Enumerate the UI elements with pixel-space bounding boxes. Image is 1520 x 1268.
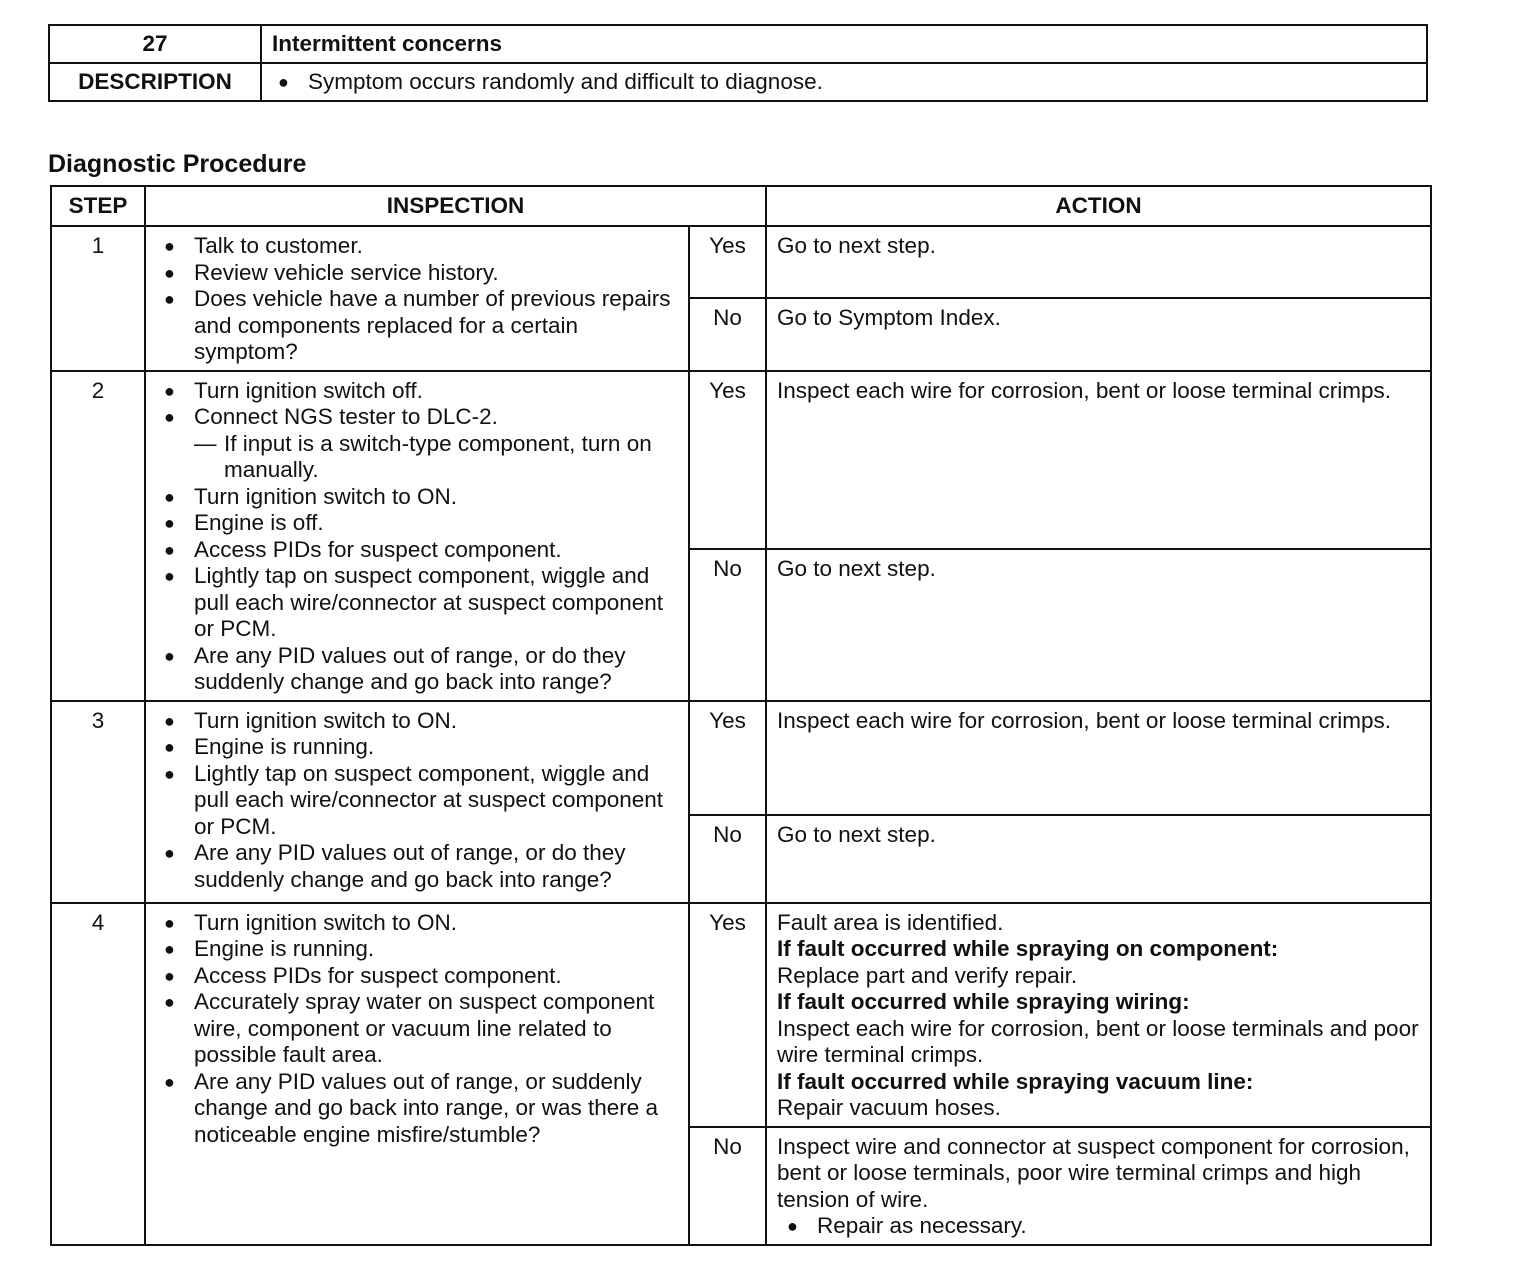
table-header-row <box>51 186 1431 226</box>
yes-label: Yes <box>689 226 766 298</box>
step-number: 3 <box>51 701 145 903</box>
list-item: ● Turn ignition switch to ON. <box>164 708 678 735</box>
step-number: 4 <box>51 903 145 1245</box>
yes-label: Yes <box>689 701 766 815</box>
list-item: ● Engine is running. <box>164 734 678 761</box>
action-text: Repair vacuum hoses. <box>777 1095 1001 1120</box>
description-cell <box>261 63 1427 101</box>
action-heading: If fault occurred while spraying on component: <box>777 936 1279 961</box>
list-item: ● Engine is running. <box>164 936 678 963</box>
list-item: ● Turn ignition switch to ON. <box>164 910 678 937</box>
list-item: ● Access PIDs for suspect component. <box>164 537 678 564</box>
action-heading: If fault occurred while spraying vacuum line: <box>777 1068 1254 1094</box>
no-label: No <box>689 549 766 701</box>
sub-item: — If input is a switch-type component, turn on manually. <box>194 430 652 482</box>
header-table <box>48 24 1428 102</box>
concern-title: Intermittent concerns <box>261 25 1427 63</box>
col-inspection-header: INSPECTION <box>145 186 766 226</box>
table-row <box>51 903 1431 1127</box>
list-item: ● Accurately spray water on suspect component wire, component or vacuum line related to possible fault area. <box>164 989 678 1069</box>
list-item: ● Are any PID values out of range, or do they suddenly change and go back into range? <box>164 643 678 696</box>
action-bullet: ● Repair as necessary. <box>777 1213 1420 1240</box>
section-title: Diagnostic Procedure <box>48 150 307 178</box>
no-label: No <box>689 1127 766 1245</box>
col-step-header: STEP <box>51 186 145 226</box>
yes-label: Yes <box>689 371 766 549</box>
action-heading: If fault occurred while spraying wiring: <box>777 989 1190 1014</box>
list-item: ● Review vehicle service history. <box>164 260 678 287</box>
step-inspection <box>145 371 689 701</box>
no-action: Go to Symptom Index. <box>766 298 1431 370</box>
list-item: ● Are any PID values out of range, or do they suddenly change and go back into range? <box>164 840 678 893</box>
list-item: ● Connect NGS tester to DLC-2. — If input is a switch-type component, turn on manually. <box>164 404 678 484</box>
yes-action <box>766 903 1431 1127</box>
list-item: ● Lightly tap on suspect component, wiggle and pull each wire/connector at suspect component or PCM. <box>164 761 678 841</box>
list-item: ● Are any PID values out of range, or suddenly change and go back into range, or was there a noticeable engine misfire/stumble? <box>164 1069 678 1149</box>
description-text: ● Symptom occurs randomly and difficult to diagnose. <box>278 69 1426 96</box>
list-item: ● Turn ignition switch off. <box>164 378 678 405</box>
table-row <box>51 371 1431 549</box>
concern-number: 27 <box>49 25 261 63</box>
no-label: No <box>689 298 766 370</box>
list-item: ● Does vehicle have a number of previous repairs and components replaced for a certain symptom? <box>164 286 678 366</box>
list-item: ● Engine is off. <box>164 510 678 537</box>
step-inspection <box>145 226 689 371</box>
description-label: DESCRIPTION <box>49 63 261 101</box>
action-text: Inspect each wire for corrosion, bent or loose terminals and poor wire terminal crimps. <box>777 1015 1419 1067</box>
no-action <box>766 1127 1431 1245</box>
no-action: Go to next step. <box>766 549 1431 701</box>
step-inspection <box>145 701 689 903</box>
table-row <box>51 701 1431 815</box>
action-text: Replace part and verify repair. <box>777 962 1078 988</box>
col-action-header: ACTION <box>766 186 1431 226</box>
yes-action: Inspect each wire for corrosion, bent or loose terminal crimps. <box>766 701 1431 815</box>
step-inspection <box>145 903 689 1245</box>
yes-action: Go to next step. <box>766 226 1431 298</box>
list-item: ● Turn ignition switch to ON. <box>164 484 678 511</box>
table-row <box>51 226 1431 298</box>
step-number: 1 <box>51 226 145 371</box>
action-text: Inspect wire and connector at suspect component for corrosion, bent or loose terminals, poor wire terminal crimps and high tension of wire. <box>777 1133 1410 1212</box>
diagnostic-table <box>50 185 1432 1246</box>
no-label: No <box>689 815 766 903</box>
list-item: ● Lightly tap on suspect component, wiggle and pull each wire/connector at suspect component or PCM. <box>164 563 678 643</box>
action-text: Fault area is identified. <box>777 909 1004 935</box>
yes-action: Inspect each wire for corrosion, bent or loose terminal crimps. <box>766 371 1431 549</box>
yes-label: Yes <box>689 903 766 1127</box>
step-number: 2 <box>51 371 145 701</box>
list-item: ● Talk to customer. <box>164 233 678 260</box>
list-item: ● Access PIDs for suspect component. <box>164 963 678 990</box>
no-action: Go to next step. <box>766 815 1431 903</box>
